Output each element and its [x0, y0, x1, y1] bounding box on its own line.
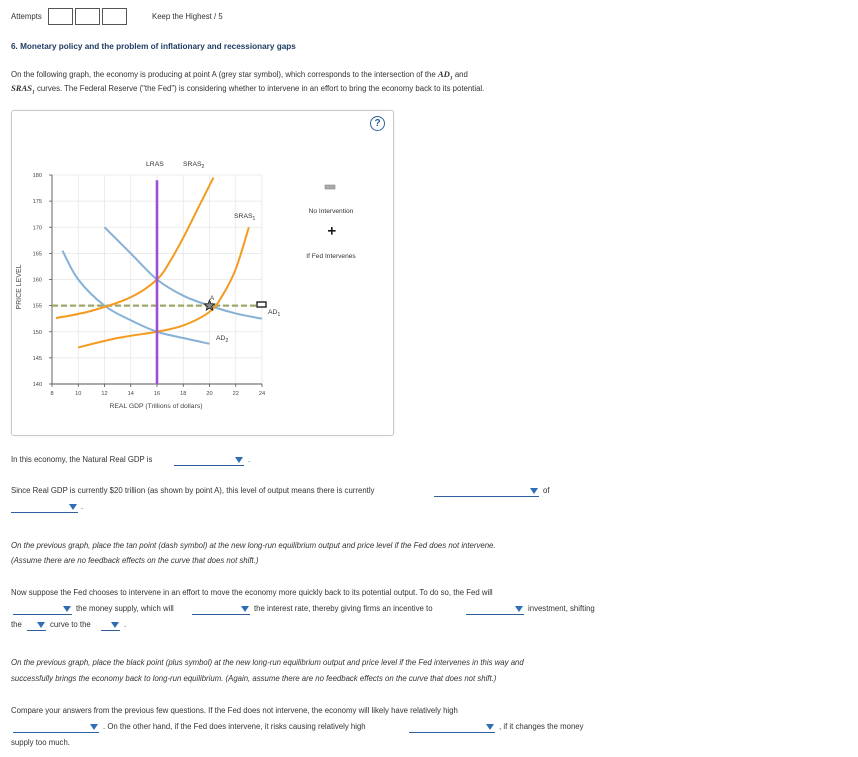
ad2-label-text: AD: [216, 335, 226, 342]
y-tick-label-180: 180: [32, 173, 42, 179]
chevron-down-icon: [63, 606, 71, 612]
lras-label: LRAS: [146, 161, 164, 168]
series-sras2: [56, 178, 214, 319]
ad1-label-sub: 1: [277, 312, 281, 318]
q2-mid: of: [543, 486, 550, 495]
q3-line-2: (Assume there are no feedback effects on the curve that does not shift.): [11, 556, 259, 565]
x-tick-label-8: 8: [50, 391, 54, 397]
investment-dropdown[interactable]: [466, 602, 524, 615]
q6-text-2: , if it changes the money: [499, 722, 584, 731]
plus-tool-icon[interactable]: [328, 227, 336, 235]
y-tick-label-150: 150: [32, 329, 42, 336]
x-tick-label-14: 14: [127, 391, 134, 397]
y-tick-label-145: 145: [32, 355, 42, 362]
q4-text-1: the money supply, which will: [76, 604, 174, 613]
intro-text-a: On the following graph, the economy is producing at point A (grey star symbol), which corresponds to the intersection of the: [11, 70, 436, 79]
chevron-down-icon: [37, 622, 45, 628]
legend-fed-intervenes-label: If Fed Intervenes: [306, 253, 356, 260]
keep-highest-label: Keep the Highest: [152, 12, 212, 21]
ad1-label: [268, 309, 280, 318]
chevron-down-icon: [69, 504, 77, 510]
q2-prefix: Since Real GDP is currently $20 trillion (as shown by point A), this level of output means there is currently: [11, 486, 375, 495]
q2-suffix: .: [81, 502, 84, 511]
x-tick-label-12: 12: [101, 391, 108, 397]
q4-text-6: .: [124, 620, 127, 629]
help-button[interactable]: ?: [370, 116, 385, 131]
q3-line-1: On the previous graph, place the tan point (dash symbol) at the new long-run equilibrium output and price level if the Fed does not intervene.: [11, 541, 496, 550]
q4-text-5: curve to the: [50, 620, 91, 629]
y-tick-label-140: 140: [32, 382, 42, 388]
y-tick-label-170: 170: [32, 225, 42, 232]
gap-type-dropdown[interactable]: [434, 484, 539, 497]
q6-intro: Compare your answers from the previous few questions. If the Fed does not intervene, the economy will likely have relatively high: [11, 706, 458, 715]
sras2-label: [183, 161, 205, 170]
y-tick-label-160: 160: [32, 277, 42, 284]
chevron-down-icon: [90, 724, 98, 730]
x-tick-label-10: 10: [75, 391, 82, 397]
no-intervention-outcome-dropdown[interactable]: [13, 720, 99, 733]
keep-highest-value: / 5: [214, 12, 223, 21]
gap-amount-dropdown[interactable]: [11, 500, 78, 513]
y-axis-title: PRICE LEVEL: [16, 264, 23, 310]
y-tick-label-175: 175: [32, 199, 42, 206]
intervention-outcome-dropdown[interactable]: [409, 720, 495, 733]
legend-no-intervention-label: No Intervention: [308, 208, 354, 215]
sras2-label-text: SRAS: [183, 161, 202, 168]
q5-line-1: On the previous graph, place the black point (plus symbol) at the new long-run equilibrium output and price level if the Fed intervenes in this way and: [11, 658, 524, 667]
question-title: 6. Monetary policy and the problem of inflationary and recessionary gaps: [11, 42, 296, 51]
intro-sras: SRAS: [11, 83, 33, 93]
x-tick-label-16: 16: [153, 391, 161, 397]
y-tick-label-155: 155: [32, 303, 42, 310]
point-a-label: A: [210, 295, 215, 302]
x-tick-label-20: 20: [206, 391, 213, 397]
ad1-label-text: AD: [268, 309, 278, 316]
natural-gdp-dropdown[interactable]: [174, 453, 244, 466]
y-tick-label-165: 165: [32, 251, 42, 258]
curves: [52, 178, 262, 384]
x-tick-label-18: 18: [180, 391, 187, 397]
guide-end-marker: [257, 302, 266, 307]
q6-text-1: . On the other hand, if the Fed does intervene, it risks causing relatively high: [103, 722, 366, 731]
sras1-label-sub: 1: [252, 216, 256, 222]
q5-line-2: successfully brings the economy back to long-run equilibrium. (Again, assume there are no feedback effects on the curve that does not shift.): [11, 674, 497, 683]
chevron-down-icon: [486, 724, 494, 730]
intro-ad: AD: [437, 69, 450, 79]
sras1-label: [234, 213, 256, 222]
series-sras1: [78, 227, 249, 347]
direction-dropdown[interactable]: [101, 618, 120, 631]
x-axis-title: REAL GDP (Trillions of dollars): [109, 403, 203, 410]
q6-text-3: supply too much.: [11, 738, 70, 747]
q4-text-2: the interest rate, thereby giving firms an incentive to: [254, 604, 433, 613]
interest-rate-dropdown[interactable]: [192, 602, 250, 615]
dash-tool-icon[interactable]: [325, 185, 335, 189]
intro-sras-sub: 1: [32, 89, 35, 96]
q4-text-4: the: [11, 620, 22, 629]
chevron-down-icon: [235, 457, 243, 463]
chevron-down-icon: [530, 488, 538, 494]
ad2-label-sub: 2: [225, 338, 229, 344]
intro-ad-sub: 1: [449, 75, 453, 82]
chevron-down-icon: [111, 622, 119, 628]
ad2-label: [216, 335, 228, 344]
money-supply-dropdown[interactable]: [13, 602, 72, 615]
chevron-down-icon: [241, 606, 249, 612]
q1-suffix: .: [248, 455, 251, 464]
legend-no-intervention[interactable]: [309, 185, 354, 215]
intro-text-b: curves. The Federal Reserve ("the Fed") is considering whether to intervene in an effort to bring the economy back to its potential.: [37, 84, 485, 93]
q1-prefix: In this economy, the Natural Real GDP is: [11, 455, 153, 464]
q4-intro: Now suppose the Fed chooses to intervene in an effort to move the economy more quickly back to its potential output. To do so, the Fed will: [11, 588, 493, 597]
curve-dropdown[interactable]: [27, 618, 46, 631]
sras1-label-text: SRAS: [234, 213, 253, 220]
sras2-label-sub: 2: [201, 164, 205, 170]
intro-and: and: [454, 70, 468, 79]
legend-fed-intervenes[interactable]: [306, 227, 356, 260]
x-tick-label-22: 22: [232, 391, 239, 397]
chevron-down-icon: [515, 606, 523, 612]
x-tick-label-24: 24: [258, 391, 266, 397]
attempts-label: Attempts: [11, 12, 42, 21]
q4-text-3: investment, shifting: [528, 604, 595, 613]
